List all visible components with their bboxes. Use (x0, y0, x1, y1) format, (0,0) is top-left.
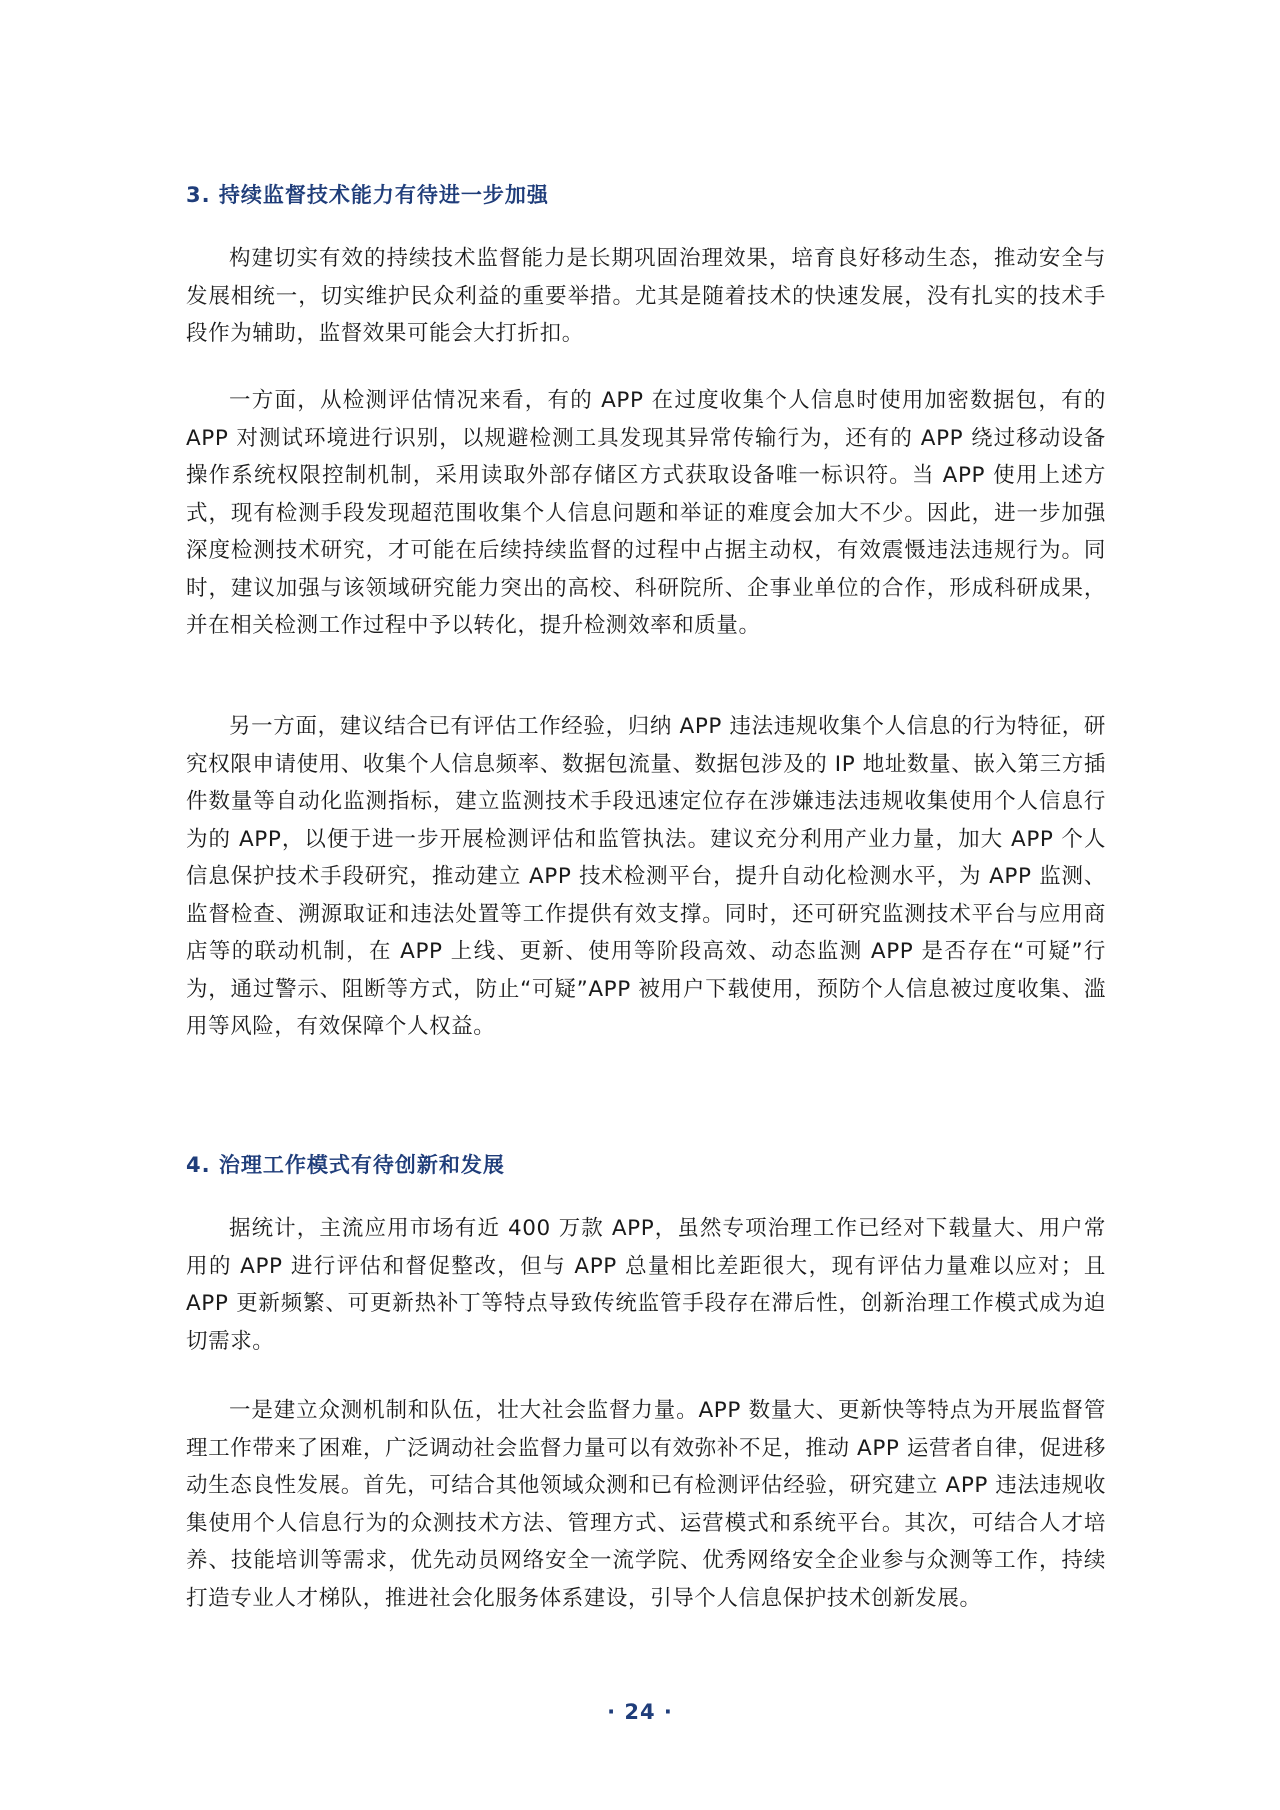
document-page (186, 0, 1106, 1810)
section-3-title: 3. 持续监督技术能力有待进一步加强 (186, 183, 549, 207)
section-4-paragraph-1: 据统计，主流应用市场有近 400 万款 APP，虽然专项治理工作已经对下载量大、用户常用的 APP 进行评估和督促整改，但与 APP 总量相比差距很大，现有评估力量难以应对；且 APP 更新频繁、可更新热补丁等特点导致传统监管手段存在滞后性，创新治理工作模式成为迫切需求。 (186, 1216, 1106, 1354)
section-3-paragraph-3: 另一方面，建议结合已有评估工作经验，归纳 APP 违法违规收集个人信息的行为特征，研究权限申请使用、收集个人信息频率、数据包流量、数据包涉及的 IP 地址数量、嵌入第三方插件数量等自动化监测指标，建立监测技术手段迅速定位存在涉嫌违法违规收集使用个人信息行为的 APP，以便于进一步开展检测评估和监管执法。建议充分利用产业力量，加大 APP 个人信息保护技术手段研究，推动建立 APP 技术检测平台，提升自动化检测水平，为 APP 监测、监督检查、溯源取证和违法处置等工作提供有效支撑。同时，还可研究监测技术平台与应用商店等的联动机制，在 APP 上线、更新、使用等阶段高效、动态监测 APP 是否存在“可疑”行为，通过警示、阻断等方式，防止“可疑”APP 被用户下载使用，预防个人信息被过度收集、滥用等风险，有效保障个人权益。 (186, 714, 1106, 1039)
section-4-title: 4. 治理工作模式有待创新和发展 (186, 1153, 505, 1177)
page-number: · 24 · (607, 1700, 673, 1724)
section-3-paragraph-2: 一方面，从检测评估情况来看，有的 APP 在过度收集个人信息时使用加密数据包，有的 APP 对测试环境进行识别，以规避检测工具发现其异常传输行为，还有的 APP 绕过移动设备操作系统权限控制机制，采用读取外部存储区方式获取设备唯一标识符。当 APP 使用上述方式，现有检测手段发现超范围收集个人信息问题和举证的难度会加大不少。因此，进一步加强深度检测技术研究，才可能在后续持续监督的过程中占据主动权，有效震慑违法违规行为。同时，建议加强与该领域研究能力突出的高校、科研院所、企事业单位的合作，形成科研成果，并在相关检测工作过程中予以转化，提升检测效率和质量。 (186, 388, 1106, 638)
section-3-paragraph-1: 构建切实有效的持续技术监督能力是长期巩固治理效果，培育良好移动生态，推动安全与发展相统一，切实维护民众利益的重要举措。尤其是随着技术的快速发展，没有扎实的技术手段作为辅助，监督效果可能会大打折扣。 (186, 246, 1106, 346)
section-4-paragraph-2: 一是建立众测机制和队伍，壮大社会监督力量。APP 数量大、更新快等特点为开展监督管理工作带来了困难，广泛调动社会监督力量可以有效弥补不足，推动 APP 运营者自律，促进移动生态良性发展。首先，可结合其他领域众测和已有检测评估经验，研究建立 APP 违法违规收集使用个人信息行为的众测技术方法、管理方式、运营模式和系统平台。其次，可结合人才培养、技能培训等需求，优先动员网络安全一流学院、优秀网络安全企业参与众测等工作，持续打造专业人才梯队，推进社会化服务体系建设，引导个人信息保护技术创新发展。 (186, 1398, 1106, 1611)
